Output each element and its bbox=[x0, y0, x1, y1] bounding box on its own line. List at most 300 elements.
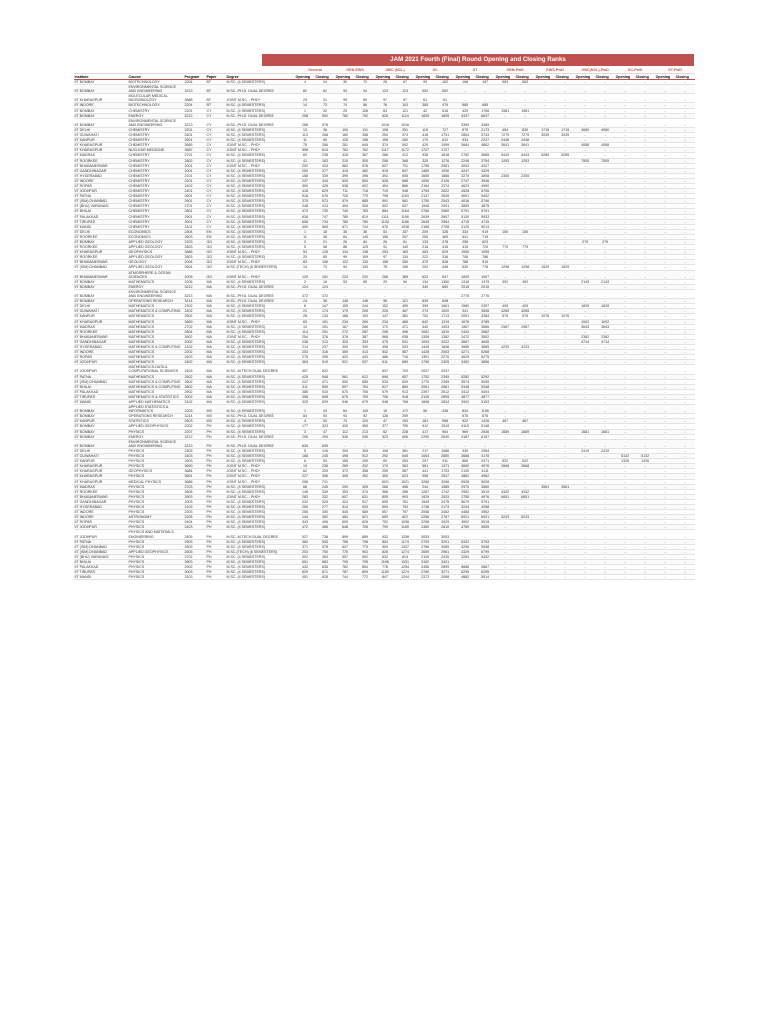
opening-rank-cell: 2776 bbox=[455, 289, 475, 298]
closing-rank-cell: 607 bbox=[395, 168, 415, 173]
opening-rank-cell: - bbox=[535, 194, 555, 199]
course-cell: CHEMISTRY bbox=[128, 127, 184, 132]
opening-rank-cell: - bbox=[655, 459, 675, 464]
closing-rank-cell: - bbox=[515, 575, 535, 580]
closing-rank-cell: 353 bbox=[355, 339, 375, 344]
closing-rank-cell: 3665 bbox=[475, 153, 495, 158]
opening-rank-cell: 62 bbox=[295, 469, 315, 474]
paper-cell: PH bbox=[206, 474, 226, 479]
closing-rank-cell: 1076 bbox=[555, 314, 575, 319]
opening-rank-cell: - bbox=[615, 560, 635, 565]
closing-rank-cell: 1244 bbox=[395, 575, 415, 580]
opening-rank-cell: - bbox=[535, 419, 555, 424]
opening-rank-cell: 3412 bbox=[455, 389, 475, 394]
opening-rank-cell: 5332 bbox=[455, 539, 475, 544]
opening-rank-cell: - bbox=[455, 365, 475, 374]
institute-cell: IIT KANPUR bbox=[74, 419, 128, 424]
course-cell: MATHEMATICS bbox=[128, 360, 184, 365]
closing-rank-cell: 367 bbox=[355, 153, 375, 158]
closing-rank-cell: 131 bbox=[355, 127, 375, 132]
closing-rank-cell: 1326 bbox=[635, 459, 655, 464]
closing-rank-cell: - bbox=[595, 299, 615, 304]
opening-rank-cell: - bbox=[535, 103, 555, 108]
closing-rank-cell: - bbox=[555, 260, 575, 265]
paper-cell: MS bbox=[206, 419, 226, 424]
closing-rank-cell: 4398 bbox=[475, 504, 495, 509]
opening-rank-cell: 706 bbox=[375, 394, 395, 399]
opening-rank-cell: - bbox=[415, 439, 435, 448]
opening-rank-cell: - bbox=[575, 209, 595, 214]
paper-cell: GG bbox=[206, 260, 226, 265]
program-cell: 2802 bbox=[184, 384, 206, 389]
closing-rank-cell: - bbox=[515, 163, 535, 168]
closing-rank-cell: 259 bbox=[395, 414, 415, 419]
closing-rank-cell: 1057 bbox=[475, 270, 495, 279]
opening-rank-cell: - bbox=[495, 94, 515, 103]
opening-rank-cell: 61 bbox=[415, 94, 435, 103]
closing-rank-cell: - bbox=[595, 520, 615, 525]
closing-rank-cell: 589 bbox=[355, 510, 375, 515]
closing-rank-cell: - bbox=[355, 118, 375, 127]
closing-rank-cell: - bbox=[635, 143, 655, 148]
course-cell: PHYSICS bbox=[128, 489, 184, 494]
category-header: OBC (NCL) bbox=[375, 66, 415, 74]
closing-rank-cell: - bbox=[635, 209, 655, 214]
closing-rank-cell: - bbox=[675, 469, 695, 474]
institute-cell: IIT PALAKKAD bbox=[74, 389, 128, 394]
course-cell: ATMOSPHERE & OCEAN SCIENCES bbox=[128, 270, 184, 279]
program-cell: 2402 bbox=[184, 360, 206, 365]
opening-rank-cell: 392 bbox=[495, 279, 515, 284]
closing-rank-cell: - bbox=[635, 158, 655, 163]
opening-rank-cell: - bbox=[495, 270, 515, 279]
paper-cell: PH bbox=[206, 504, 226, 509]
course-cell: MATHEMATICS bbox=[128, 304, 184, 309]
degree-cell: M.SC.-PH.D. DUAL DEGREE bbox=[226, 289, 295, 298]
opening-rank-cell: - bbox=[575, 479, 595, 484]
opening-rank-cell: 258 bbox=[295, 113, 315, 118]
institute-cell: IIT BOMBAY bbox=[74, 113, 128, 118]
opening-rank-cell: 782 bbox=[335, 113, 355, 118]
paper-cell: MA bbox=[206, 389, 226, 394]
closing-rank-cell: 4080 bbox=[595, 127, 615, 132]
institute-cell: IIT ROPAR bbox=[74, 183, 128, 188]
closing-rank-cell: 919 bbox=[475, 229, 495, 234]
closing-rank-cell: - bbox=[475, 439, 495, 448]
opening-rank-cell: 1839 bbox=[415, 113, 435, 118]
column-header-degree: Degree bbox=[226, 74, 295, 80]
institute-cell: IIT DELHI bbox=[74, 448, 128, 453]
paper-cell: MA bbox=[206, 379, 226, 384]
opening-rank-cell: 617 bbox=[375, 384, 395, 389]
closing-rank-cell: 2964 bbox=[435, 219, 455, 224]
closing-rank-cell: - bbox=[595, 80, 615, 85]
opening-rank-cell: 934 bbox=[455, 138, 475, 143]
opening-rank-cell: 1002 bbox=[575, 319, 595, 324]
closing-rank-cell: 150 bbox=[515, 229, 535, 234]
degree-cell: M.SC. (4 SEMESTERS) bbox=[226, 209, 295, 214]
closing-rank-cell: 279 bbox=[595, 240, 615, 245]
closing-rank-cell: 1003 bbox=[435, 324, 455, 329]
closing-rank-cell: 638 bbox=[395, 334, 415, 339]
opening-rank-cell: 545 bbox=[335, 510, 355, 515]
opening-rank-cell: - bbox=[495, 530, 515, 539]
paper-cell: EN bbox=[206, 234, 226, 239]
closing-rank-cell: - bbox=[555, 525, 575, 530]
closing-rank-cell: 2533 bbox=[435, 494, 455, 499]
institute-cell: IIT (ISM) DHANBAD bbox=[74, 199, 128, 204]
closing-rank-cell: - bbox=[555, 103, 575, 108]
opening-rank-cell: 2143 bbox=[575, 279, 595, 284]
opening-rank-cell: - bbox=[575, 544, 595, 549]
closing-rank-cell: 1337 bbox=[395, 544, 415, 549]
closing-rank-cell: - bbox=[635, 355, 655, 360]
opening-rank-cell: 128 bbox=[375, 414, 395, 419]
closing-rank-cell: 2899 bbox=[435, 565, 455, 570]
table-row bbox=[74, 289, 695, 298]
closing-rank-cell: - bbox=[515, 565, 535, 570]
program-cell: 2503 bbox=[184, 539, 206, 544]
opening-rank-cell: 3684 bbox=[455, 143, 475, 148]
opening-rank-cell: 155 bbox=[335, 304, 355, 309]
program-cell: 3903 bbox=[184, 494, 206, 499]
closing-rank-cell: - bbox=[515, 439, 535, 448]
closing-rank-cell: 3561 bbox=[555, 484, 575, 489]
closing-rank-cell: - bbox=[635, 250, 655, 255]
institute-cell: IIT MANDI bbox=[74, 224, 128, 229]
course-cell: STATISTICS bbox=[128, 419, 184, 424]
opening-rank-cell: - bbox=[615, 414, 635, 419]
opening-rank-cell: - bbox=[575, 499, 595, 504]
paper-cell: GG bbox=[206, 270, 226, 279]
closing-rank-cell: 3271 bbox=[435, 570, 455, 575]
degree-cell: JOINT M.SC. - PHD* bbox=[226, 260, 295, 265]
closing-rank-cell: - bbox=[515, 148, 535, 153]
closing-rank-cell: 5746 bbox=[475, 199, 495, 204]
closing-rank-cell: - bbox=[675, 379, 695, 384]
opening-rank-cell: - bbox=[615, 499, 635, 504]
closing-rank-cell: 3284 bbox=[475, 314, 495, 319]
opening-rank-cell: - bbox=[495, 434, 515, 439]
opening-rank-cell: - bbox=[535, 350, 555, 355]
closing-rank-cell: 395 bbox=[315, 355, 335, 360]
course-cell: CHEMISTRY bbox=[128, 199, 184, 204]
closing-rank-cell: 61 bbox=[435, 94, 455, 103]
paper-cell: CY bbox=[206, 209, 226, 214]
institute-cell: IIT GANDHINAGAR bbox=[74, 339, 128, 344]
opening-rank-cell: 69 bbox=[375, 459, 395, 464]
closing-rank-cell: - bbox=[595, 504, 615, 509]
opening-rank-cell: - bbox=[495, 250, 515, 255]
opening-rank-cell: - bbox=[535, 530, 555, 539]
closing-rank-cell: 103 bbox=[395, 103, 415, 108]
degree-cell: M.SC. (4 SEMESTERS) bbox=[226, 189, 295, 194]
degree-cell: M.SC. (4 SEMESTERS) bbox=[226, 554, 295, 559]
closing-rank-cell: - bbox=[595, 454, 615, 459]
opening-rank-cell: 114 bbox=[295, 329, 315, 334]
opening-rank-cell: - bbox=[575, 289, 595, 298]
opening-rank-cell: 64 bbox=[335, 405, 355, 414]
closing-rank-cell: - bbox=[635, 80, 655, 85]
opening-rank-cell: 702 bbox=[415, 314, 435, 319]
closing-rank-cell: 964 bbox=[435, 429, 455, 434]
degree-cell: M.SC. (4 SEMESTERS) bbox=[226, 489, 295, 494]
paper-cell: GG bbox=[206, 265, 226, 270]
opening-rank-cell: 637 bbox=[375, 365, 395, 374]
opening-rank-cell: 518 bbox=[295, 194, 315, 199]
opening-rank-cell: 6295 bbox=[455, 570, 475, 575]
closing-rank-cell: 576 bbox=[355, 163, 375, 168]
opening-rank-cell: 385 bbox=[295, 389, 315, 394]
degree-cell: M.SC. (4 SEMESTERS) bbox=[226, 229, 295, 234]
closing-rank-cell: 121 bbox=[395, 299, 415, 304]
closing-rank-cell: 133 bbox=[355, 265, 375, 270]
program-cell: 2405 bbox=[184, 530, 206, 539]
opening-rank-cell: 53 bbox=[335, 279, 355, 284]
closing-rank-cell: - bbox=[675, 284, 695, 289]
opening-rank-cell: 405 bbox=[335, 474, 355, 479]
opening-rank-cell: 879 bbox=[455, 127, 475, 132]
opening-rank-cell: - bbox=[495, 163, 515, 168]
closing-rank-cell: 629 bbox=[315, 189, 335, 194]
closing-rank-cell: 775 bbox=[355, 544, 375, 549]
opening-rank-cell: 1665 bbox=[415, 173, 435, 178]
opening-rank-cell: 4233 bbox=[495, 344, 515, 349]
closing-rank-cell: 157 bbox=[395, 229, 415, 234]
program-cell: 2803 bbox=[184, 255, 206, 260]
opening-rank-cell: 217 bbox=[415, 448, 435, 453]
closing-rank-cell: 1981 bbox=[515, 108, 535, 113]
closing-rank-cell: - bbox=[555, 365, 575, 374]
opening-rank-cell: - bbox=[575, 575, 595, 580]
closing-rank-cell: - bbox=[595, 224, 615, 229]
closing-rank-cell: 2419 bbox=[595, 448, 615, 453]
opening-rank-cell: - bbox=[535, 344, 555, 349]
opening-rank-cell: 2068 bbox=[415, 510, 435, 515]
closing-rank-cell: 106 bbox=[355, 108, 375, 113]
closing-rank-cell: - bbox=[635, 168, 655, 173]
opening-rank-cell: - bbox=[615, 168, 635, 173]
closing-rank-cell: 94 bbox=[355, 85, 375, 94]
closing-rank-cell: 606 bbox=[395, 434, 415, 439]
opening-rank-cell: - bbox=[495, 384, 515, 389]
closing-rank-cell: - bbox=[595, 168, 615, 173]
paper-cell: PH bbox=[206, 439, 226, 448]
opening-rank-cell: - bbox=[655, 539, 675, 544]
course-cell: CHEMISTRY bbox=[128, 168, 184, 173]
opening-rank-cell: 4528 bbox=[455, 189, 475, 194]
closing-rank-cell: 578 bbox=[315, 544, 335, 549]
institute-cell: IIT BHUBANESWAR bbox=[74, 260, 128, 265]
closing-rank-cell: 587 bbox=[395, 469, 415, 474]
opening-rank-cell: 256 bbox=[295, 510, 315, 515]
closing-rank-cell: - bbox=[595, 355, 615, 360]
degree-cell: M.SC. (4 SEMESTERS) bbox=[226, 158, 295, 163]
opening-rank-cell: 638 bbox=[295, 214, 315, 219]
opening-rank-cell: - bbox=[615, 469, 635, 474]
closing-rank-cell: 548 bbox=[315, 374, 335, 379]
closing-rank-cell: - bbox=[595, 419, 615, 424]
closing-rank-cell: - bbox=[675, 360, 695, 365]
paper-cell: CY bbox=[206, 108, 226, 113]
opening-rank-cell: - bbox=[655, 113, 675, 118]
institute-cell: IIT JODHPUR bbox=[74, 365, 128, 374]
opening-rank-cell: 134 bbox=[335, 250, 355, 255]
course-cell: PHYSICS bbox=[128, 520, 184, 525]
paper-cell: PH bbox=[206, 434, 226, 439]
opening-rank-cell: 96 bbox=[375, 299, 395, 304]
column-header-opening: Opening bbox=[335, 74, 355, 80]
opening-rank-cell: 148 bbox=[295, 489, 315, 494]
opening-rank-cell: - bbox=[495, 499, 515, 504]
closing-rank-cell: 683 bbox=[315, 560, 335, 565]
course-cell: PHYSICS bbox=[128, 504, 184, 509]
closing-rank-cell: 529 bbox=[435, 250, 455, 255]
closing-rank-cell: 1520 bbox=[435, 309, 455, 314]
program-cell: 2403 bbox=[184, 365, 206, 374]
opening-rank-cell: - bbox=[495, 339, 515, 344]
opening-rank-cell: 256 bbox=[295, 479, 315, 484]
opening-rank-cell: - bbox=[535, 464, 555, 469]
opening-rank-cell: - bbox=[575, 400, 595, 405]
opening-rank-cell: - bbox=[655, 127, 675, 132]
closing-rank-cell: - bbox=[555, 250, 575, 255]
opening-rank-cell: 256 bbox=[455, 240, 475, 245]
institute-cell: IIT PATNA bbox=[74, 374, 128, 379]
closing-rank-cell: 2961 bbox=[435, 549, 455, 554]
closing-rank-cell: 778 bbox=[475, 265, 495, 270]
opening-rank-cell: 4714 bbox=[575, 339, 595, 344]
program-cell: 2201 bbox=[184, 127, 206, 132]
course-cell: MATHEMATICS bbox=[128, 389, 184, 394]
closing-rank-cell: 1689 bbox=[515, 429, 535, 434]
degree-cell: M.SC. (4 SEMESTERS) bbox=[226, 565, 295, 570]
opening-rank-cell: - bbox=[615, 484, 635, 489]
closing-rank-cell: 1888 bbox=[435, 173, 455, 178]
opening-rank-cell: - bbox=[655, 143, 675, 148]
opening-rank-cell: 740 bbox=[335, 209, 355, 214]
closing-rank-cell: - bbox=[675, 260, 695, 265]
closing-rank-cell: 3266 bbox=[435, 479, 455, 484]
category-header-row bbox=[74, 66, 695, 74]
closing-rank-cell: - bbox=[515, 389, 535, 394]
opening-rank-cell: - bbox=[655, 344, 675, 349]
opening-rank-cell: - bbox=[655, 209, 675, 214]
closing-rank-cell: 554 bbox=[355, 178, 375, 183]
closing-rank-cell: 1731 bbox=[435, 133, 455, 138]
course-cell: CHEMISTRY bbox=[128, 189, 184, 194]
program-cell: 2101 bbox=[184, 173, 206, 178]
closing-rank-cell: 251 bbox=[315, 329, 335, 334]
paper-cell: CY bbox=[206, 153, 226, 158]
closing-rank-cell: 1818 bbox=[435, 153, 455, 158]
opening-rank-cell: 2015 bbox=[455, 284, 475, 289]
closing-rank-cell: 1254 bbox=[395, 565, 415, 570]
closing-rank-cell: - bbox=[595, 133, 615, 138]
closing-rank-cell: 2629 bbox=[435, 520, 455, 525]
closing-rank-cell: - bbox=[595, 525, 615, 530]
closing-rank-cell: 734 bbox=[315, 219, 335, 224]
closing-rank-cell: 772 bbox=[355, 575, 375, 580]
opening-rank-cell: - bbox=[495, 214, 515, 219]
closing-rank-cell: 2547 bbox=[435, 474, 455, 479]
opening-rank-cell: - bbox=[615, 439, 635, 448]
opening-rank-cell: - bbox=[535, 309, 555, 314]
closing-rank-cell: 741 bbox=[315, 479, 335, 484]
closing-rank-cell: - bbox=[635, 270, 655, 279]
opening-rank-cell: - bbox=[575, 459, 595, 464]
opening-rank-cell: 325 bbox=[415, 158, 435, 163]
opening-rank-cell: 778 bbox=[375, 565, 395, 570]
closing-rank-cell: - bbox=[635, 414, 655, 419]
opening-rank-cell: - bbox=[615, 94, 635, 103]
opening-rank-cell: - bbox=[575, 85, 595, 94]
closing-rank-cell: 1426 bbox=[475, 419, 495, 424]
closing-rank-cell: - bbox=[595, 469, 615, 474]
institute-cell: IIT HYDERABAD bbox=[74, 173, 128, 178]
closing-rank-cell: - bbox=[515, 178, 535, 183]
opening-rank-cell: 5679 bbox=[455, 499, 475, 504]
opening-rank-cell: - bbox=[535, 400, 555, 405]
closing-rank-cell: 709 bbox=[355, 394, 375, 399]
closing-rank-cell: 1846 bbox=[435, 344, 455, 349]
opening-rank-cell: 579 bbox=[335, 199, 355, 204]
degree-cell: M.SC.(TECH) (6 SEMESTERS) bbox=[226, 265, 295, 270]
closing-rank-cell: 123 bbox=[395, 85, 415, 94]
opening-rank-cell: 522 bbox=[495, 459, 515, 464]
closing-rank-cell: - bbox=[515, 319, 535, 324]
closing-rank-cell: - bbox=[675, 525, 695, 530]
closing-rank-cell: 160 bbox=[395, 250, 415, 255]
opening-rank-cell: 2419 bbox=[575, 448, 595, 453]
opening-rank-cell: - bbox=[495, 424, 515, 429]
closing-rank-cell: - bbox=[555, 224, 575, 229]
opening-rank-cell: 418 bbox=[335, 153, 355, 158]
closing-rank-cell: - bbox=[635, 138, 655, 143]
closing-rank-cell: 148 bbox=[355, 299, 375, 304]
opening-rank-cell: - bbox=[615, 289, 635, 298]
opening-rank-cell: - bbox=[455, 560, 475, 565]
opening-rank-cell: 561 bbox=[415, 464, 435, 469]
degree-cell: JOINT M.SC. - PHD* bbox=[226, 270, 295, 279]
paper-cell: CY bbox=[206, 138, 226, 143]
opening-rank-cell: 56 bbox=[415, 405, 435, 414]
opening-rank-cell: - bbox=[655, 379, 675, 384]
opening-rank-cell: - bbox=[615, 158, 635, 163]
institute-cell: IIT BOMBAY bbox=[74, 85, 128, 94]
opening-rank-cell: - bbox=[615, 108, 635, 113]
course-cell: PHYSICS bbox=[128, 539, 184, 544]
closing-rank-cell: - bbox=[635, 113, 655, 118]
opening-rank-cell: 86 bbox=[335, 245, 355, 250]
closing-rank-cell: - bbox=[675, 229, 695, 234]
institute-cell: IIT TIRUPATI bbox=[74, 570, 128, 575]
opening-rank-cell: 762 bbox=[335, 148, 355, 153]
closing-rank-cell: 382 bbox=[395, 314, 415, 319]
course-cell: MATHEMATICS bbox=[128, 355, 184, 360]
closing-rank-cell: 522 bbox=[515, 459, 535, 464]
opening-rank-cell: - bbox=[615, 324, 635, 329]
opening-rank-cell: 372 bbox=[335, 469, 355, 474]
institute-cell: IIT BOMBAY bbox=[74, 240, 128, 245]
paper-cell: MA bbox=[206, 339, 226, 344]
closing-rank-cell: 5933 bbox=[475, 214, 495, 219]
opening-rank-cell: 99 bbox=[335, 255, 355, 260]
opening-rank-cell: 1752 bbox=[415, 374, 435, 379]
closing-rank-cell: 798 bbox=[355, 539, 375, 544]
program-cell: 3687 bbox=[184, 148, 206, 153]
closing-rank-cell: - bbox=[595, 183, 615, 188]
